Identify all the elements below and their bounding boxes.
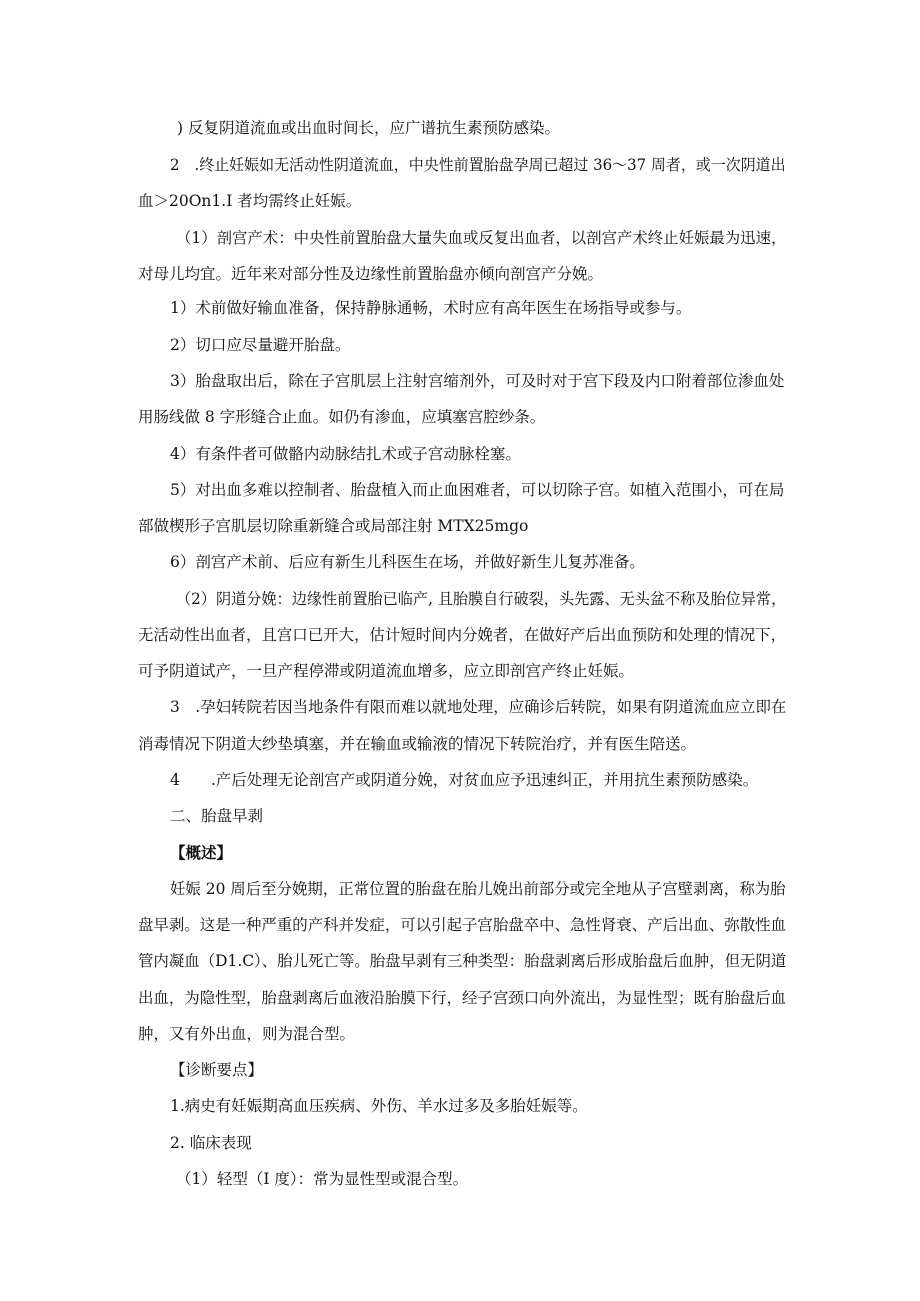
text-line: 消毒情况下阴道大纱垫填塞，并在输血或输液的情况下转院治疗，并有医生陪送。 [138,735,697,753]
subsection-heading: 【诊断要点】 [170,1061,264,1079]
text-line: 4）有条件者可做骼内动脉结扎术或子宫动脉栓塞。 [170,445,521,463]
section-heading: 二、胎盘早剥 [170,807,264,825]
text-line: 6）剖宫产术前、后应有新生儿科医生在场，并做好新生儿复苏准备。 [170,553,645,571]
text-line: 妊娠 20 周后至分娩期，正常位置的胎盘在胎儿娩出前部分或完全地从子宫壁剥离，称为胎 [170,880,786,898]
text-line: 肿，又有外出血，则为混合型。 [138,1025,356,1043]
text-line: 3 .孕妇转院若因当地条件有限而难以就地处理，应确诊后转院，如果有阴道流血应立即在 [170,698,787,716]
text-line: 无活动性出血者，且宫口已开大，估计短时间内分娩者，在做好产后出血预防和处理的情况下， [138,626,787,644]
text-line: 4 .产后处理无论剖宫产或阴道分娩，对贫血应予迅速纠正，并用抗生素预防感染。 [170,771,759,789]
text-line: 5）对出血多难以控制者、胎盘植入而止血困难者，可以切除子宫。如植入范围小，可在局 [170,481,785,499]
text-line: 管内凝血（D1.C）、胎儿死亡等。胎盘早剥有三种类型：胎盘剥离后形成胎盘后血肿，但无阴道 [138,952,787,970]
text-line: （1）剖宫产术：中央性前置胎盘大量失血或反复出血者，以剖宫产术终止妊娠最为迅速， [176,229,787,247]
text-line: （1）轻型（I 度）：常为显性型或混合型。 [176,1170,469,1188]
text-line: 盘早剥。这是一种严重的产科并发症，可以引起子宫胎盘卒中、急性肾衰、产后出血、弥散性血 [138,916,787,934]
text-line: ) 反复阴道流血或出血时间长，应广谱抗生素预防感染。 [177,119,560,137]
text-line: 用肠线做 8 字形缝合止血。如仍有渗血，应填塞宫腔纱条。 [138,408,546,426]
text-line: 出血，为隐性型，胎盘剥离后血液沿胎膜下行，经子宫颈口向外流出，为显性型；既有胎盘后血 [138,989,787,1007]
text-line: （2）阴道分娩：边缘性前置胎已临产, 且胎膜自行破裂，头先露、无头盆不称及胎位异常， [176,590,787,608]
text-line: 部做楔形子宫肌层切除重新缝合或局部注射 MTX25mgo [138,517,529,535]
text-line: 2. 临床表现 [170,1134,252,1152]
text-line: 血＞20On1.I 者均需终止妊娠。 [138,192,362,210]
subsection-heading: 【概述】 [170,843,233,862]
text-line: 可予阴道试产，一旦产程停滞或阴道流血增多，应立即剖宫产终止妊娠。 [138,662,635,680]
text-line: 2）切口应尽量避开胎盘。 [170,336,351,354]
text-line: 对母儿均宜。近年来对部分性及边缘性前置胎盘亦倾向剖宫产分娩。 [138,265,604,283]
text-line: 3）胎盘取出后，除在子宫肌层上注射宫缩剂外，可及时对于宫下段及内口附着部位渗血处 [170,372,785,390]
text-line: 2 .终止妊娠如无活动性阴道流血，中央性前置胎盘孕周已超过 36～37 周者，或一次阴道出 [170,156,786,174]
text-line: 1.病史有妊娠期高血压疾病、外伤、羊水过多及多胎妊娠等。 [170,1097,588,1115]
text-line: 1）术前做好输血准备，保持静脉通畅，术时应有高年医生在场指导或参与。 [170,299,692,317]
